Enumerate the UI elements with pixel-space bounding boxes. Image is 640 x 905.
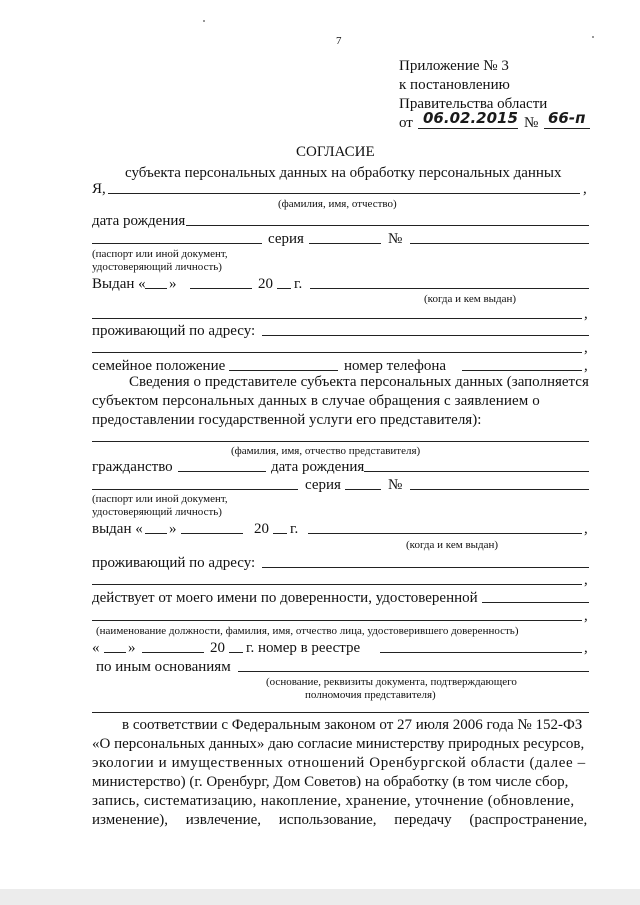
issued-quote-close: » <box>169 276 177 292</box>
birth-label: дата рождения <box>92 213 186 229</box>
consent-line-4: министерство) (г. Оренбург, Дом Советов) на обработку (в том числе сбор, <box>92 774 569 790</box>
issued-year-suffix: г. <box>294 276 303 292</box>
fio-field[interactable] <box>108 193 580 194</box>
rep-address-field-2[interactable] <box>92 584 582 585</box>
rep-series-label: серия <box>305 477 341 493</box>
citizenship-field[interactable] <box>178 471 266 472</box>
issued-label: Выдан « <box>92 276 146 292</box>
rep-fio-field[interactable] <box>92 441 589 442</box>
rep-issued-month-field[interactable] <box>181 533 243 534</box>
reg-quote-open: « <box>92 640 100 656</box>
rep-passport-caption-1: (паспорт или иной документ, <box>92 493 228 505</box>
annex-number-sign: № <box>524 115 539 131</box>
reg-year-field[interactable] <box>229 652 243 653</box>
rep-fio-caption: (фамилия, имя, отчество представителя) <box>231 445 421 457</box>
rep-address-field[interactable] <box>262 567 589 568</box>
annex-line-3: Правительства области <box>399 96 548 112</box>
rep-issued-caption: (когда и кем выдан) <box>406 539 499 551</box>
address-label: проживающий по адресу: <box>92 323 256 339</box>
annex-date-line <box>418 128 518 129</box>
reg-quote-close: » <box>128 640 136 656</box>
reg-day-field[interactable] <box>104 652 126 653</box>
annex-date: 06.02.2015 <box>423 109 518 127</box>
other-grounds-field[interactable] <box>238 671 589 672</box>
certifier-caption: (наименование должности, фамилия, имя, отчество лица, удостоверившего доверенность) <box>96 625 519 637</box>
rep-number-field[interactable] <box>410 489 589 490</box>
consent-line-3: экологии и имущественных отношений Оренбургской области (далее – <box>92 755 586 771</box>
comma: , <box>584 358 588 374</box>
annex-line-1: Приложение № 3 <box>399 58 509 74</box>
marital-label: семейное положение <box>92 358 226 374</box>
phone-label: номер телефона <box>344 358 447 374</box>
comma: , <box>583 181 587 197</box>
issued-month-field[interactable] <box>190 288 252 289</box>
registry-number-field[interactable] <box>380 652 582 653</box>
number-field[interactable] <box>410 243 589 244</box>
rep-passport-caption-2: удостоверяющий личность) <box>92 506 222 518</box>
document-title: СОГЛАСИЕ <box>296 144 375 160</box>
annex-date-prefix: от <box>399 115 413 131</box>
rep-issued-year-suffix: г. <box>290 521 299 537</box>
passport-caption-1: (паспорт или иной документ, <box>92 248 228 260</box>
scan-bottom-edge <box>0 889 640 905</box>
issued-by-field-2[interactable] <box>92 318 582 319</box>
comma: , <box>584 340 588 356</box>
series-field[interactable] <box>309 243 381 244</box>
marital-field[interactable] <box>229 370 338 371</box>
rep-issued-day-field[interactable] <box>145 533 167 534</box>
document-type-field[interactable] <box>92 243 262 244</box>
scan-speck <box>203 20 205 22</box>
annex-number-line <box>544 128 590 129</box>
number-label: № <box>388 231 403 247</box>
certifier-field[interactable] <box>482 602 589 603</box>
page-number: 7 <box>336 35 342 47</box>
fio-caption: (фамилия, имя, отчество) <box>278 198 397 210</box>
issued-caption: (когда и кем выдан) <box>424 293 517 305</box>
reg-year-prefix: 20 <box>210 640 225 656</box>
address-field[interactable] <box>262 335 589 336</box>
basis-caption-2: полномочия представителя) <box>305 689 436 701</box>
annex-number: 66-п <box>548 109 586 127</box>
series-label: серия <box>268 231 304 247</box>
rep-issued-year-prefix: 20 <box>254 521 269 537</box>
phone-field[interactable] <box>462 370 582 371</box>
rep-document-type-field[interactable] <box>92 489 298 490</box>
rep-birth-field[interactable] <box>364 471 589 472</box>
acts-label: действует от моего имени по доверенности, удостоверенной <box>92 590 478 606</box>
consent-name-field[interactable] <box>92 712 589 713</box>
comma: , <box>584 640 588 656</box>
basis-caption-1: (основание, реквизиты документа, подтверждающего <box>266 676 517 688</box>
rep-issued-by-field[interactable] <box>308 533 582 534</box>
consent-line-1: в соответствии с Федеральным законом от 27 июля 2006 года № 152-ФЗ <box>122 717 583 733</box>
annex-line-2: к постановлению <box>399 77 510 93</box>
address-field-2[interactable] <box>92 352 582 353</box>
comma: , <box>584 608 588 624</box>
issued-year-prefix: 20 <box>258 276 273 292</box>
rep-intro-2: субъектом персональных данных в случае обращения с заявлением о <box>92 393 540 409</box>
comma: , <box>584 572 588 588</box>
consent-line-2: «О персональных данных» даю согласие министерству природных ресурсов, <box>92 736 585 752</box>
issued-year-field[interactable] <box>277 288 291 289</box>
i-prefix: Я, <box>92 181 106 197</box>
rep-address-label: проживающий по адресу: <box>92 555 256 571</box>
reg-label: г. номер в реестре <box>246 640 361 656</box>
issued-day-field[interactable] <box>145 288 167 289</box>
comma: , <box>584 306 588 322</box>
other-grounds-label: по иным основаниям <box>96 659 231 675</box>
document-subtitle: субъекта персональных данных на обработку персональных данных <box>125 165 562 181</box>
reg-month-field[interactable] <box>142 652 204 653</box>
consent-line-6: изменение), извлечение, использование, передачу (распространение, <box>92 812 588 828</box>
rep-intro-1: Сведения о представителе субъекта персональных данных (заполняется <box>129 374 589 390</box>
scan-speck <box>592 36 594 38</box>
rep-issued-label: выдан « <box>92 521 143 537</box>
certifier-field-2[interactable] <box>92 620 582 621</box>
issued-by-field[interactable] <box>310 288 589 289</box>
comma: , <box>584 521 588 537</box>
consent-line-5: запись, систематизацию, накопление, хранение, уточнение (обновление, <box>92 793 575 809</box>
birth-field[interactable] <box>186 225 589 226</box>
passport-caption-2: удостоверяющий личность) <box>92 261 222 273</box>
rep-issued-quote-close: » <box>169 521 177 537</box>
rep-number-label: № <box>388 477 403 493</box>
rep-intro-3: предоставлении государственной услуги его представителя): <box>92 412 482 428</box>
rep-birth-label: дата рождения <box>271 459 365 475</box>
citizenship-label: гражданство <box>92 459 173 475</box>
rep-issued-year-field[interactable] <box>273 533 287 534</box>
rep-series-field[interactable] <box>345 489 381 490</box>
